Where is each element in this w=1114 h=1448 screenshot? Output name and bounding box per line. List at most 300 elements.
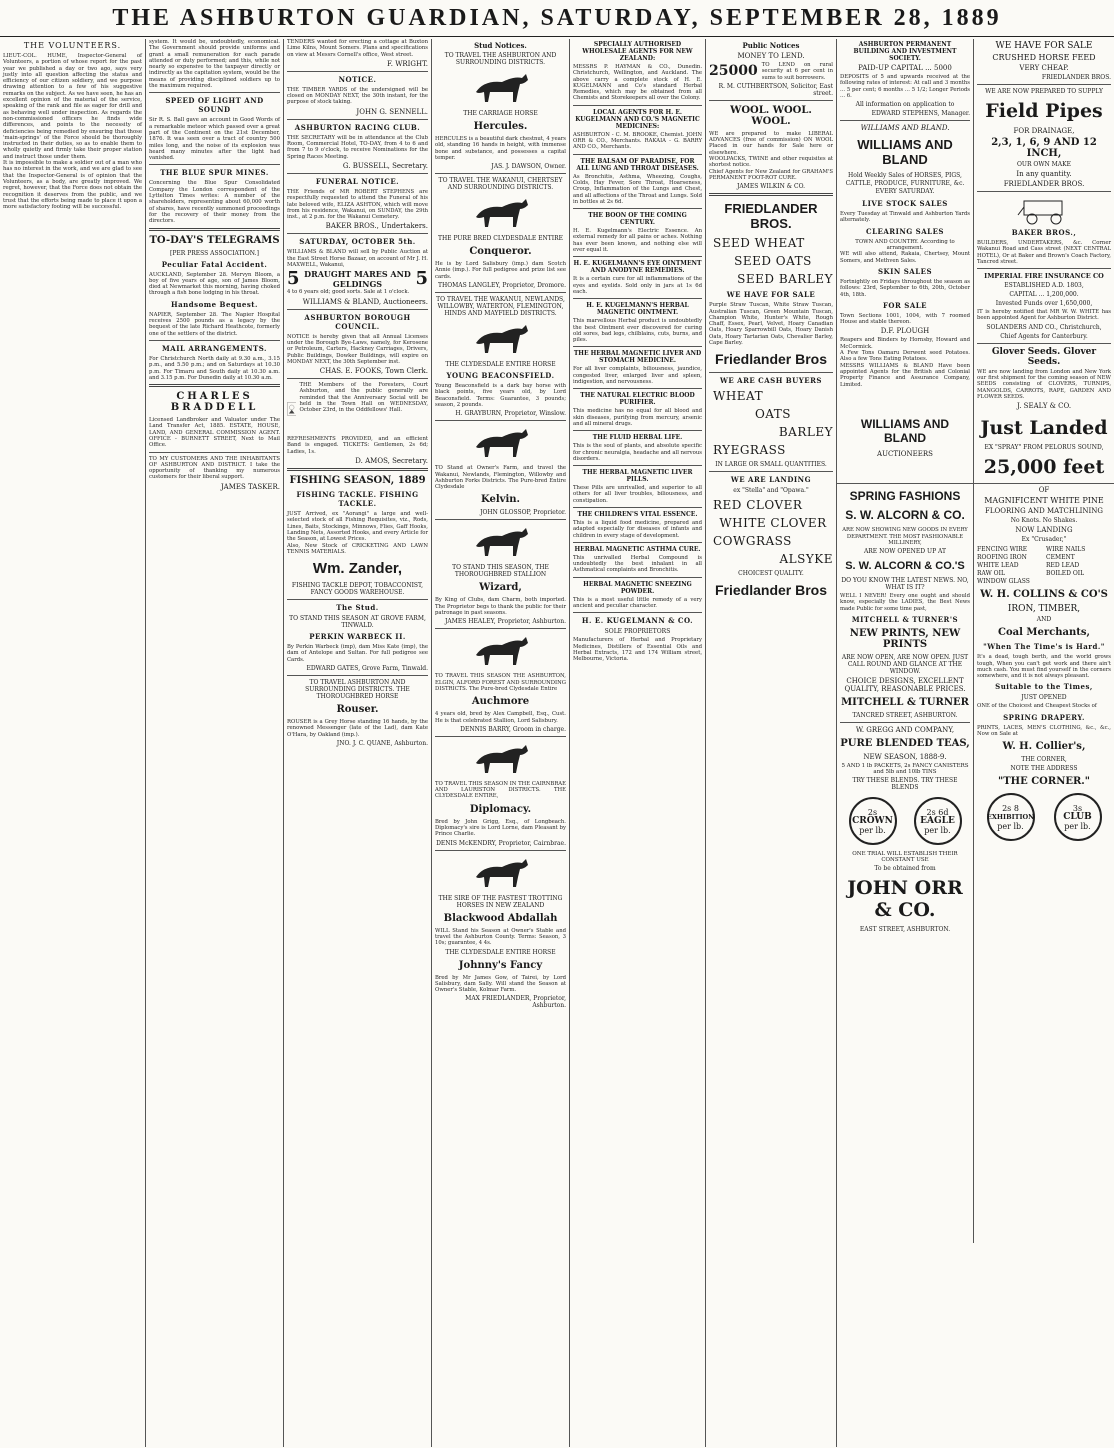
wb-header: WILLIAMS AND BLAND. bbox=[860, 124, 950, 133]
divider bbox=[435, 292, 566, 293]
divider bbox=[573, 577, 702, 578]
tackle-text-2: Also, New Stock of CRICKETING AND LAWN TENNIS MATERIALS. bbox=[287, 542, 428, 555]
fancy-intro: THE CLYDESDALE ENTIRE HORSE bbox=[445, 948, 556, 956]
perkin-signature: EDWARD GATES, Grove Farm, Tinwald. bbox=[306, 664, 428, 672]
potatoes-text: A Few Tons Oamaru Derwent seed Potatoes. Also a few Tons Eating Potatoes. bbox=[840, 350, 970, 363]
wire-item: WIRE NAILS bbox=[1046, 546, 1086, 554]
agents-text: MESSRS WILLIAMS & BLAND Have been appointed Agents for the British and Colonial Property Finance and Assurance Company, Limited. bbox=[840, 362, 970, 388]
pills-heading: THE HERBAL MAGNETIC LIVER PILLS. bbox=[582, 469, 693, 484]
horse-icon bbox=[466, 195, 536, 231]
baker-name: BAKER BROS., bbox=[1011, 228, 1077, 237]
stamp-price: 2s 6d bbox=[926, 807, 949, 817]
orr-address: EAST STREET, ASHBURTON. bbox=[859, 926, 951, 934]
white-clover: WHITE CLOVER bbox=[719, 516, 827, 531]
stamp-unit: per lb. bbox=[997, 821, 1024, 831]
crusader: Ex "Crusader," bbox=[1021, 536, 1067, 544]
conqueror-travel: TO TRAVEL THE WAKANUI, CHERTSEY AND SURROUNDING DISTRICTS. bbox=[438, 177, 563, 192]
kelvin-signature: JOHN GLOSSOP, Proprietor. bbox=[480, 509, 566, 517]
for-sale-heading: WE HAVE FOR SALE bbox=[726, 290, 816, 300]
spring-fashions: SPRING FASHIONS bbox=[849, 489, 961, 504]
hercules-name: Hercules. bbox=[473, 121, 528, 132]
divider bbox=[573, 208, 702, 209]
kelvin-intro: TO Stand at Owner's Farm, and travel the Wakanui, Newlands, Flemington, Willowby and Ashburton Forks Districts. The Pure-bred Entire Clydesdale bbox=[435, 465, 566, 491]
rouser-intro: TO TRAVEL ASHBURTON AND SURROUNDING DISTRICTS. THE THOROUGHBRED HORSE bbox=[305, 678, 410, 700]
column-8-lower bbox=[974, 483, 1114, 1243]
wizard-text: By King of Clubs, dam Charm, both imported. The Proprietor begs to thank the public for their patronage in past seasons. bbox=[435, 597, 566, 617]
application-text: All information on application to bbox=[855, 101, 955, 109]
divider bbox=[149, 228, 280, 231]
cash-buyers-heading: WE ARE CASH BUYERS bbox=[720, 376, 822, 386]
wire-item: RAW OIL bbox=[977, 570, 1005, 578]
liver-heading: THE HERBAL MAGNETIC LIVER AND STOMACH MEDICINE. bbox=[573, 350, 702, 365]
mail-paragraph: For Christchurch North daily at 9.30 a.m., 3.15 p.m., and 5.50 p.m.; and on Saturdays at 10.30 p.m. For Timaru and South daily at 10.30 a.m. and 3.15 p.m. For Dunedin daily at 10.30 a.m. bbox=[149, 355, 280, 381]
alcorn-open: ARE NOW OPENED UP AT bbox=[863, 548, 947, 556]
wizard-name: Wizard, bbox=[479, 582, 522, 594]
tackle-heading: FISHING TACKLE. FISHING TACKLE. bbox=[296, 490, 419, 509]
deposits-text: DEPOSITS of 5 and upwards received at the following rates of interest: At call and 3 months ... 5 per cent; 6 months ... 5 1/2; Longer Periods ... 6. bbox=[840, 74, 970, 99]
money-amount: 25000 bbox=[709, 63, 758, 80]
blood-heading: THE NATURAL ELECTRIC BLOOD PURIFIER. bbox=[580, 392, 695, 407]
stud-notices-title: Stud Notices. bbox=[474, 41, 527, 50]
diplomacy-name: Diplomacy. bbox=[469, 803, 532, 815]
own-make: OUR OWN MAKE bbox=[1017, 161, 1071, 168]
wool-text-2: WOOLPACKS, TWINE and other requisites at shortest notice. bbox=[709, 156, 833, 169]
try-blends: TRY THESE BLENDS. TRY THESE BLENDS bbox=[852, 777, 958, 792]
rouser-signature: JNO. J. C. QUANE, Ashburton. bbox=[336, 739, 428, 747]
stamp-price: 3s bbox=[1072, 803, 1083, 813]
agents-heading: SPECIALLY AUTHORISED WHOLESALE AGENTS FOR NEW ZEALAND: bbox=[582, 41, 693, 62]
friedlander-name-3: Friedlander Bros bbox=[714, 582, 828, 599]
tea-stamp-exhibition bbox=[987, 793, 1035, 841]
landing-ships: ex "Stella" and "Opawa." bbox=[733, 487, 809, 495]
clearing-text: TOWN AND COUNTRY. According to arrangement. bbox=[855, 238, 955, 252]
speed-heading: SPEED OF LIGHT AND SOUND bbox=[165, 96, 264, 115]
drainage: FOR DRAINAGE, bbox=[1013, 127, 1075, 135]
wire-item: RED LEAD bbox=[1046, 562, 1080, 570]
society-signature: EDWARD STEPHENS, Manager. bbox=[871, 110, 970, 118]
prints-sale: PRINTS, LACES, MEN'S CLOTHING, &c., &c., Now on Sale at bbox=[977, 724, 1111, 738]
horse-icon bbox=[466, 70, 536, 106]
reapers-text: Reapers and Binders by Hornsby, Howard and McCormick. bbox=[840, 337, 970, 350]
alcorn-sub: ARE NOW SHOWING NEW GOODS IN EVERY DEPARTMENT. THE MOST FASHIONABLE MILLINERY, bbox=[842, 527, 968, 546]
volunteers-paragraph: LIEUT.-COL. HUME, Inspector-General of Volunteers, a portion of whose report for the past year we published a day or two ago, says very justly into all question affecting the status and efficiency of our citizen soldiery, and we purpose drawing attention to a few of his suggestive remarks on the subject. As we have seen, he has an excellent opinion of the material of the service, speaking of the rank and file as eager for drill and as behaving well under inspection. As regards the non-commissioned officers he finds wide differences, and points to the necessity of deficiencies being remedied by ensuring that those 'main-springs' of the Force should be thoroughly instructed in their duties, so as to enable them to wholly quietly and firmly take their proper station and instruct those under them. bbox=[3, 53, 142, 160]
iron-timber: IRON, TIMBER, bbox=[1007, 604, 1081, 615]
mt-address: TANCRED STREET, ASHBURTON. bbox=[852, 712, 958, 720]
divider bbox=[287, 675, 428, 676]
sale-text: WILLIAMS & BLAND will sell by Public Auction at the East Street Horse Bazaar, on account of Mr J. H. MAXWELL, Wakanui, bbox=[287, 249, 428, 269]
fatal-paragraph: AUCKLAND, September 28. Mervyn Bloom, a boy of five years of age, son of James Bloom, died at Newmarket this morning, having choked through a fish bone lodging in his throat. bbox=[149, 271, 280, 297]
paid-up-capital: PAID-UP CAPITAL ... 5000 bbox=[858, 64, 952, 72]
solanders: SOLANDERS AND CO., Christchurch, bbox=[986, 323, 1102, 331]
cowgrass: COWGRASS bbox=[713, 534, 792, 549]
live-stock-text: Every Tuesday at Tinwald and Ashburton Yards alternately. bbox=[840, 211, 970, 224]
divider bbox=[977, 343, 1111, 344]
rakaia-text: WE will also attend, Rakaia, Chertsey, Mount Somers, and Methven Sales. bbox=[840, 251, 970, 264]
column-2 bbox=[146, 39, 284, 1447]
racing-heading: ASHBURTON RACING CLUB. bbox=[294, 122, 421, 132]
divider bbox=[709, 471, 833, 472]
sale-signature: WILLIAMS & BLAND, Auctioneers. bbox=[302, 297, 428, 306]
divider bbox=[573, 465, 702, 466]
funeral-signature: BAKER BROS., Undertakers. bbox=[325, 222, 428, 231]
collier-name: W. H. Collier's, bbox=[1002, 741, 1086, 753]
plough: D.F. PLOUGH bbox=[880, 327, 930, 336]
tender-signature: F. WRIGHT. bbox=[386, 59, 428, 68]
glover-text: WE are now landing from London and New York our first shipment for the coming season of NEW SEEDS consisting of CLOVERS, TURNIPS, MANGOLDS, CARROTS, RAPE, GARDEN AND FLOWER SEEDS. bbox=[977, 368, 1111, 400]
auchmore-text: 4 years old, bred by Alex Campbell, Esq., Cust. He is that celebrated Stallion, Lord Salisbury. bbox=[435, 711, 566, 724]
wizard-signature: JAMES HEALEY, Proprietor, Ashburton. bbox=[445, 618, 566, 626]
horse-icon bbox=[466, 741, 536, 777]
racing-signature: G. BUSSELL, Secretary. bbox=[342, 161, 428, 170]
timber-heading: NOTICE. bbox=[338, 74, 377, 84]
wool-heading: WOOL. WOOL. WOOL. bbox=[730, 104, 812, 127]
divider bbox=[287, 233, 428, 234]
new-season: NEW SEASON, 1888-9. bbox=[863, 753, 947, 762]
divider bbox=[573, 105, 702, 106]
divider bbox=[149, 452, 280, 453]
for-sale-heading: FOR SALE bbox=[882, 300, 928, 310]
hercules-signature: JAS. J. DAWSON, Owner. bbox=[491, 163, 566, 171]
new-prints: NEW PRINTS, NEW PRINTS bbox=[849, 628, 961, 651]
building-society-heading: ASHBURTON PERMANENT BUILDING AND INVESTMENT SOCIETY. bbox=[853, 41, 957, 62]
fluid-text: This is the soul of plants, and absolute specific for chronic neuralgia, headache and all nervous disorders. bbox=[573, 443, 702, 462]
stamp-unit: per lb. bbox=[859, 825, 886, 835]
money-text: TO LEND on rural security at 6 per cent in sums to suit borrowers. bbox=[761, 62, 833, 81]
divider bbox=[977, 84, 1111, 85]
spring-drapery: SPRING DRAPERY. bbox=[1003, 712, 1085, 722]
horse-icon bbox=[466, 524, 536, 560]
conqueror-name: Conqueror. bbox=[469, 246, 532, 258]
latest-news: DO YOU KNOW THE LATEST NEWS. NO, WHAT IS IT? bbox=[841, 577, 969, 592]
alcorn-name: S. W. ALCORN & CO. bbox=[845, 508, 965, 523]
cash-barley: BARLEY bbox=[778, 425, 833, 440]
column-3 bbox=[284, 39, 432, 1447]
forester-text: THE Members of the Foresters, Court Ashburton, and the public generally are reminded that the Anniversary Social will be held in the Town Hall on WEDNESDAY, October 23rd, in the Oddfellows' Hall. bbox=[299, 382, 428, 414]
red-clover: RED CLOVER bbox=[713, 498, 803, 513]
mt-name-2: MITCHELL & TURNER bbox=[841, 697, 969, 709]
wire-item: WINDOW GLASS bbox=[977, 578, 1030, 586]
of-text: OF bbox=[1038, 486, 1050, 495]
divider bbox=[977, 191, 1111, 192]
gregg-name: W. GREGG AND COMPANY, bbox=[855, 726, 955, 735]
volunteers-continued: system. It would be, undoubtedly, economical. The Government should provide uniforms and grant a small remuneration for each parade attended or duty performed; and this, while not nearly so expensive to the taxpayer directly or indirectly as the capitation system, would be the means of providing disciplined soldiers up to the maximum required. bbox=[149, 39, 280, 90]
horse-icon bbox=[466, 633, 536, 669]
wizard-intro: TO STAND THIS SEASON, THE THOROUGHBRED STALLION bbox=[452, 564, 549, 579]
wire-item: ROOFING IRON bbox=[977, 554, 1027, 562]
diplomacy-signature: DENIS McKENDRY, Proprietor, Cairnbrae. bbox=[436, 839, 566, 847]
pipe-sizes: 2,3, 1, 6, 9 AND 12 INCH, bbox=[991, 137, 1097, 159]
wire-list bbox=[977, 546, 1111, 585]
public-notices-title: Public Notices bbox=[742, 41, 800, 50]
column-6 bbox=[706, 39, 837, 1447]
council-heading: ASHBURTON BOROUGH COUNCIL. bbox=[304, 312, 411, 331]
boon-text: H. E. Kugelmann's Electric Essence. An external remedy for all pains or aches. Nothing has ever been known, and nothing else will ever equal it. bbox=[573, 228, 702, 254]
cheapest-stocks: ONE of the Choicest and Cheapest Stocks of bbox=[977, 703, 1097, 710]
divider bbox=[287, 378, 428, 379]
obtained-text: To be obtained from bbox=[874, 865, 936, 873]
young-intro: THE CLYDESDALE ENTIRE HORSE bbox=[445, 361, 556, 369]
snuff-text: This is a most useful little remedy of a very ancient and peculiar character. bbox=[573, 596, 702, 610]
friedlander-name: FRIEDLANDER BROS. bbox=[724, 201, 818, 232]
divider bbox=[573, 346, 702, 347]
kugelmann-text: Manufacturers of Herbal and Proprietary Medicines, Distillers of Essential Oils and Herbal Extracts, 172 and 174 William street, Melbourne, Victoria. bbox=[573, 637, 702, 663]
divider bbox=[149, 340, 280, 341]
no-knots: No Knots. No Shakes. bbox=[1010, 517, 1078, 525]
bluespur-paragraph: Concerning the Blue Spur Consolidated Company the London correspondent of the Lyttelton Times writes: A number of the shareholders, representing about 60,000 worth of shares, have recently summoned proceedings for the recovery of their money from the directors. bbox=[149, 180, 280, 225]
braddell-name: CHARLES BRADDELL bbox=[170, 391, 259, 414]
divider bbox=[573, 256, 702, 257]
stamp-price: 2s 8 bbox=[1002, 803, 1019, 813]
horse-icon bbox=[466, 425, 536, 461]
mail-heading: MAIL ARRANGEMENTS. bbox=[162, 343, 267, 353]
balsam-heading: THE BALSAM OF PARADISE, FOR ALL LUNG AND THROAT DISEASES. bbox=[576, 157, 699, 172]
sale-more: 4 to 6 years old; good sorts. Sale at 1 o'clock. bbox=[287, 289, 410, 296]
just-opened: JUST OPENED bbox=[1021, 694, 1067, 702]
snuff-heading: HERBAL MAGNETIC SNEEZING POWDER. bbox=[583, 580, 692, 595]
fancy-signature: MAX FRIEDLANDER, Proprietor, Ashburton. bbox=[465, 995, 566, 1010]
agents-text: MESSRS P. HAYMAN & CO., Dunedin. Christchurch, Wellington, and Auckland. The above carry a complete stock of H. E. KUGELMANN and Co's standard Herbal Remedies, which may be obtained from all Chemists and Storekeepers all over the Colony. bbox=[573, 64, 702, 102]
any-quantity: In any quantity. bbox=[1016, 170, 1072, 178]
column-5 bbox=[570, 39, 706, 1447]
white-pine: MAGNIFICENT WHITE PINE bbox=[984, 496, 1104, 506]
page-columns bbox=[0, 37, 1114, 1447]
wool-text: WE are prepared to make LIBERAL ADVANCES (free of commission) ON WOOL Placed in our hands for Sale here or elsewhere. bbox=[709, 130, 833, 156]
young-signature: H. GRAYBURN, Proprietor, Winslow. bbox=[455, 410, 566, 418]
perkin-heading: PERKIN WARBECK II. bbox=[309, 632, 406, 642]
coal-merchants: Coal Merchants, bbox=[998, 627, 1090, 639]
stamp-name: EXHIBITION bbox=[986, 812, 1035, 821]
child-heading: THE CHILDREN'S VITAL ESSENCE. bbox=[577, 510, 698, 518]
poem-text: It's a dead, tough berth, and the world grows tough, When you can't get work and there ain't much cash. You must find yourself in the corners somewhere, and it is not always pleasant. bbox=[977, 654, 1111, 680]
suitable: Suitable to the Times, bbox=[995, 682, 1093, 692]
divider bbox=[709, 100, 833, 101]
herbal-heading: H. E. KUGELMANN'S HERBAL MAGNETIC OINTMENT. bbox=[586, 302, 689, 317]
fluid-heading: THE FLUID HERBAL LIFE. bbox=[592, 434, 683, 442]
glover-seeds: Glover Seeds. Glover Seeds. bbox=[991, 346, 1097, 367]
weekly-sales: Hold Weekly Sales of HORSES, PIGS, CATTLE, PRODUCE, FURNITURE, &c. EVERY SATURDAY. bbox=[845, 172, 965, 196]
tea-stamp-eagle bbox=[914, 797, 962, 845]
divider bbox=[573, 298, 702, 299]
stamp-unit: per lb. bbox=[924, 825, 951, 835]
child-text: This is a liquid food medicine, prepared and adapted especially for diseases of infants and children in every stage of development. bbox=[573, 519, 702, 539]
kelvin-name: Kelvin. bbox=[481, 494, 520, 506]
wire-item: CEMENT bbox=[1046, 554, 1075, 562]
horse-icon bbox=[466, 855, 536, 891]
wb-auctioneers-sub: AUCTIONEERS bbox=[877, 450, 933, 459]
fb-name-2: FRIEDLANDER BROS. bbox=[1003, 180, 1085, 188]
local-text: ASHBURTON - C. M. BROOKE, Chemist. JOHN ORR & CO., Merchants. RAKAIA - G. BARRY AND CO., Merchants. bbox=[573, 131, 702, 151]
tickets-text: REFRESHMENTS PROVIDED, and an efficient Band is engaged. TICKETS: Gentlemen, 2s 6d; Ladies, 1s. bbox=[287, 436, 428, 455]
tender-text: TENDERS wanted for erecting a cottage at Buxton Lime Kilns, Mount Somers. Plans and specifications on view at Messrs Cornell's office, West street. bbox=[287, 39, 428, 58]
collins-name: W. H. COLLINS & CO'S bbox=[980, 589, 1108, 601]
wire-item: WHITE LEAD bbox=[977, 562, 1019, 570]
the-corner-2: "THE CORNER." bbox=[998, 776, 1090, 788]
for-sale-heading-2: WE HAVE FOR SALE bbox=[995, 41, 1093, 51]
pills-text: These Pills are unrivalled, and superior to all others for all liver troubles, biliousness, and constipation. bbox=[573, 485, 702, 504]
conqueror-intro: THE PURE BRED CLYDESDALE ENTIRE bbox=[437, 235, 564, 243]
sale-number-left: 5 bbox=[287, 268, 300, 290]
divider bbox=[149, 164, 280, 165]
boon-heading: THE BOON OF THE COMING CENTURY. bbox=[588, 212, 687, 227]
sale-item: DRAUGHT MARES AND GELDINGS bbox=[304, 268, 411, 289]
divider bbox=[573, 542, 702, 543]
baker-text: BUILDERS, UNDERTAKERS, &c. Corner Wakanui Road and Cass street (NEXT CENTRAL HOTEL), Or at Baker and Brown's Coach Factory, Tancred street. bbox=[977, 240, 1111, 265]
alsyke: ALSYKE bbox=[779, 552, 833, 567]
blackwood-intro: THE SIRE OF THE FASTEST TROTTING HORSES IN NEW ZEALAND bbox=[438, 894, 563, 909]
established: ESTABLISHED A.D. 1803, bbox=[1004, 282, 1084, 290]
stamp-name: CLUB bbox=[1063, 811, 1092, 822]
stamp-price: 2s bbox=[867, 807, 878, 817]
perkin-text: By Perkin Warbeck (imp), dam Miss Kate (imp), the dam of Antelope and Sultan. For full pedigree see Cards. bbox=[287, 644, 428, 663]
council-text: NOTICE is hereby given that all Annual Licenses under the Borough Bye-Laws, namely, for Kerosene or Petroleum, Carters, Hackney Carriages, Drivers, Public Buildings, Dowker Buildings, will expire on MONDAY NEXT, the 30th September inst. bbox=[287, 333, 428, 365]
fancy-name: Johnny's Fancy bbox=[458, 959, 543, 971]
divider bbox=[435, 173, 566, 174]
braddell-text: Licensed Landbroker and Valuator under The Land Transfer Act, 1885. ESTATE, HOUSE, LAND, AND GENERAL COMMISSION AGENT. OFFICE - BURNETT STREET, Next to Mail Office. bbox=[149, 417, 280, 449]
fancy-text: Bred by Mr James Gow, of Tairei, by Lord Salisbury, dam Sally. Will stand the Season at Owner's Stable, Kolmar Farm. bbox=[435, 974, 566, 994]
tea-stamps-2 bbox=[977, 793, 1111, 841]
imperial-name: IMPERIAL FIRE INSURANCE CO bbox=[984, 272, 1104, 281]
spray-text: EX "SPRAY" FROM PELORUS SOUND, bbox=[984, 444, 1104, 452]
divider bbox=[287, 309, 428, 310]
fatal-heading: Peculiar Fatal Accident. bbox=[161, 259, 268, 269]
sealy-name: J. SEALY & CO. bbox=[1016, 402, 1072, 411]
horse-icon bbox=[466, 321, 536, 357]
column-7-lower bbox=[837, 483, 974, 1243]
fishing-heading: FISHING SEASON, 1889 bbox=[289, 475, 426, 487]
divider bbox=[287, 173, 428, 174]
zander-name: Wm. Zander, bbox=[312, 560, 403, 578]
speed-paragraph: Sir R. S. Ball gave an account in Good Words of a remarkable meteor which passed over a great part of the Continent on the 21st December, 1876. It was seen over a tract of country 500 miles long, and the noise of its explosion was heard many minutes after the light had vanished. bbox=[149, 117, 280, 162]
asthma-heading: HERBAL MAGNETIC ASTHMA CURE. bbox=[574, 545, 701, 553]
diplomacy-intro: TO TRAVEL THIS SEASON IN THE CAIRNBRAE AND LAURISTON DISTRICTS. THE CLYDESDALE ENTIRE, bbox=[435, 780, 566, 800]
young-travel: TO TRAVEL THE WAKANUI, NEWLANDS, WILLOWBY, WATERTON, FLEMINGTON, HINDS AND MAYFIELD DISTRICTS. bbox=[436, 296, 565, 318]
divider bbox=[149, 384, 280, 387]
telegrams-heading: TO-DAY'S TELEGRAMS bbox=[149, 234, 280, 246]
divider bbox=[287, 119, 428, 120]
very-cheap: VERY CHEAP. bbox=[1019, 64, 1069, 72]
young-name: YOUNG BEACONSFIELD. bbox=[446, 371, 555, 381]
friedlander-name-2: Friedlander Bros bbox=[714, 351, 828, 368]
cash-quantities: IN LARGE OR SMALL QUANTITIES. bbox=[715, 461, 827, 469]
divider bbox=[709, 372, 833, 373]
divider bbox=[573, 388, 702, 389]
divider bbox=[435, 420, 566, 421]
wheat-varieties: Purple Straw Tuscan, White Straw Tuscan, Australian Tuscan, Green Mountain Tuscan, Champion White, Hunter's White, Rough Chaff, Essex, Pearl, Velvet, Hoary Canadian Oats, Hoary Sparrowbill Oats, Hoary Danish Oats, Hoary Tartarian Oats, Chevalier Barley, Cape Barley. bbox=[709, 302, 833, 347]
wire-item: FENCING WIRE bbox=[977, 546, 1028, 554]
trial-text: ONE TRIAL WILL ESTABLISH THEIR CONSTANT USE bbox=[852, 851, 958, 864]
just-landed: Just Landed bbox=[980, 417, 1108, 440]
mt-name: MITCHELL & TURNER'S bbox=[851, 615, 959, 625]
bluespur-heading: THE BLUE SPUR MINES. bbox=[160, 168, 269, 178]
bequest-paragraph: NAPIER, September 28. The Napier Hospital receives 2500 pounds as a legacy by the bequest of the late Richard Heathcote, formerly one of the settlers of the district. bbox=[149, 311, 280, 337]
landing-heading: WE ARE LANDING bbox=[730, 475, 812, 485]
local-heading: LOCAL AGENTS FOR H. E. KUGELMANN AND CO.'S MAGNETIC MEDICINES: bbox=[575, 108, 700, 130]
masthead: THE ASHBURTON GUARDIAN, SATURDAY, SEPTEMBER 28, 1889 bbox=[0, 0, 1114, 37]
supply-text: WE ARE NOW PREPARED TO SUPPLY bbox=[985, 88, 1103, 95]
column-7 bbox=[837, 39, 974, 412]
tasker-text: TO MY CUSTOMERS AND THE INHABITANTS OF ASHBURTON AND DISTRICT. I take the opportunity of thanking my numerous customers for their liberal support. bbox=[149, 455, 280, 481]
column-8-mid bbox=[974, 412, 1114, 483]
divider bbox=[709, 193, 833, 196]
conqueror-text: He is by Lord Salisbury (imp.) dam Scotch Annie (imp.). For full pedigree and prize list see cards. bbox=[435, 261, 566, 280]
clearing-heading: CLEARING SALES bbox=[866, 226, 944, 236]
column-1 bbox=[0, 39, 146, 1447]
orr-name: JOHN ORR & CO. bbox=[847, 877, 963, 922]
volunteers-title: THE VOLUNTEERS. bbox=[23, 41, 122, 50]
kugelmann-name: H. E. KUGELMANN & CO. bbox=[581, 616, 694, 626]
asthma-text: This unrivalled Herbal Compound is undoubtedly the best inhalant in all Asthmatical complaints and Bronchitis. bbox=[573, 554, 702, 574]
fb-signature: FRIEDLANDER BROS. bbox=[1041, 74, 1111, 81]
seed-oats: SEED OATS bbox=[734, 254, 812, 269]
wb-auctioneers: WILLIAMS AND BLAND bbox=[860, 417, 950, 446]
chief-agents: Chief Agents for Canterbury. bbox=[1000, 332, 1088, 340]
divider bbox=[573, 612, 702, 613]
capital: CAPITAL ... 1,200,000. bbox=[1009, 291, 1079, 299]
eye-text: It is a certain cure for all inflammations of the eyes and eyelids. Sold only in jars at 1s 6d each. bbox=[573, 276, 702, 295]
note-address: NOTE THE ADDRESS bbox=[1010, 765, 1078, 773]
times-hard: "When The Time's is Hard." bbox=[983, 642, 1105, 652]
conqueror-signature: THOMAS LANGLEY, Proprietor, Dromore. bbox=[437, 282, 566, 290]
divider bbox=[435, 736, 566, 737]
column-4 bbox=[432, 39, 570, 1447]
divider bbox=[149, 92, 280, 93]
rouser-text: ROUSER is a Grey Horse standing 16 hands, by the renowned Messenger (late of the Lad), dam Kate O'Hara, by Oakland (imp.). bbox=[287, 718, 428, 738]
column-7-mid bbox=[837, 412, 974, 483]
liver-text: For all liver complaints, biliousness, jaundice, congested liver, enlarged liver and spleen, indigestion, and nervousness. bbox=[573, 366, 702, 386]
cash-ryegrass: RYEGRASS bbox=[713, 443, 786, 458]
hercules-intro: THE CARRIAGE HORSE bbox=[463, 110, 538, 117]
bequest-heading: Handsome Bequest. bbox=[171, 299, 258, 309]
wb-name: WILLIAMS AND BLAND bbox=[857, 137, 953, 168]
seed-wheat: SEED WHEAT bbox=[713, 236, 805, 251]
blackwood-name: Blackwood Abdallah bbox=[443, 912, 558, 924]
sale-number-right: 5 bbox=[415, 268, 428, 290]
auchmore-intro: TO TRAVEL THIS SEASON THE ASHBURTON, ELGIN, ALFORD FOREST AND SURROUNDING DISTRICTS. The Pure-bred Clydesdale Entire bbox=[435, 673, 566, 692]
money-heading: MONEY TO LEND. bbox=[737, 52, 805, 60]
eye-heading: H. E. KUGELMANN'S EYE OINTMENT AND ANODYNE REMEDIES. bbox=[573, 260, 702, 275]
and: AND bbox=[1036, 616, 1052, 624]
stamp-name: CROWN bbox=[852, 815, 893, 826]
grove-heading: TO STAND THIS SEASON AT GROVE FARM, TINWALD. bbox=[289, 615, 426, 630]
forester-ad bbox=[287, 382, 428, 436]
tickets-signature: D. AMOS, Secretary. bbox=[355, 457, 428, 466]
divider bbox=[573, 154, 702, 155]
packets: 5 AND 1 lb PACKETS, 2s FANCY CANISTERS and 5lb and 10lb TINS bbox=[841, 763, 969, 776]
hearse-icon bbox=[1014, 195, 1074, 225]
racing-text: THE SECRETARY will be in attendance at the Club Room, Commercial Hotel, TO-DAY, from 4 to 6 and from 7 to 9 o'clock, to receive Nominations for the Spring Races Meeting. bbox=[287, 134, 428, 160]
divider bbox=[435, 628, 566, 629]
blackwood-text: WILL Stand his Season at Owner's Stable and travel the Ashburton County. Terms: Season, 3 10s; guarantee, 4 4s. bbox=[435, 927, 566, 947]
zander-sub: FISHING TACKLE DEPOT, TOBACCONIST, FANCY GOODS WAREHOUSE. bbox=[291, 582, 424, 597]
tea-stamp-crown bbox=[849, 797, 897, 845]
stamp-unit: per lb. bbox=[1064, 821, 1091, 831]
choice-designs: CHOICE DESIGNS, EXCELLENT QUALITY, REASONABLE PRICES. bbox=[844, 677, 966, 694]
skin-sales-heading: SKIN SALES bbox=[877, 266, 933, 276]
field-pipes: Field Pipes bbox=[985, 100, 1103, 122]
divider bbox=[435, 850, 566, 851]
right-columns bbox=[837, 39, 1114, 1447]
kugelmann-sub: SOLE PROPRIETORS bbox=[604, 628, 671, 636]
money-ad bbox=[709, 62, 833, 81]
cash-wheat: WHEAT bbox=[713, 389, 764, 404]
right-pair-top bbox=[837, 39, 1114, 412]
timber-signature: JOHN G. SENNELL. bbox=[356, 107, 428, 116]
pure-teas: PURE BLENDED TEAS, bbox=[840, 738, 970, 750]
live-stock-heading: LIVE STOCK SALES bbox=[862, 199, 948, 209]
choicest-quality: CHOICEST QUALITY. bbox=[738, 570, 804, 578]
forester-emblem-icon bbox=[287, 382, 296, 436]
divider bbox=[977, 268, 1111, 269]
